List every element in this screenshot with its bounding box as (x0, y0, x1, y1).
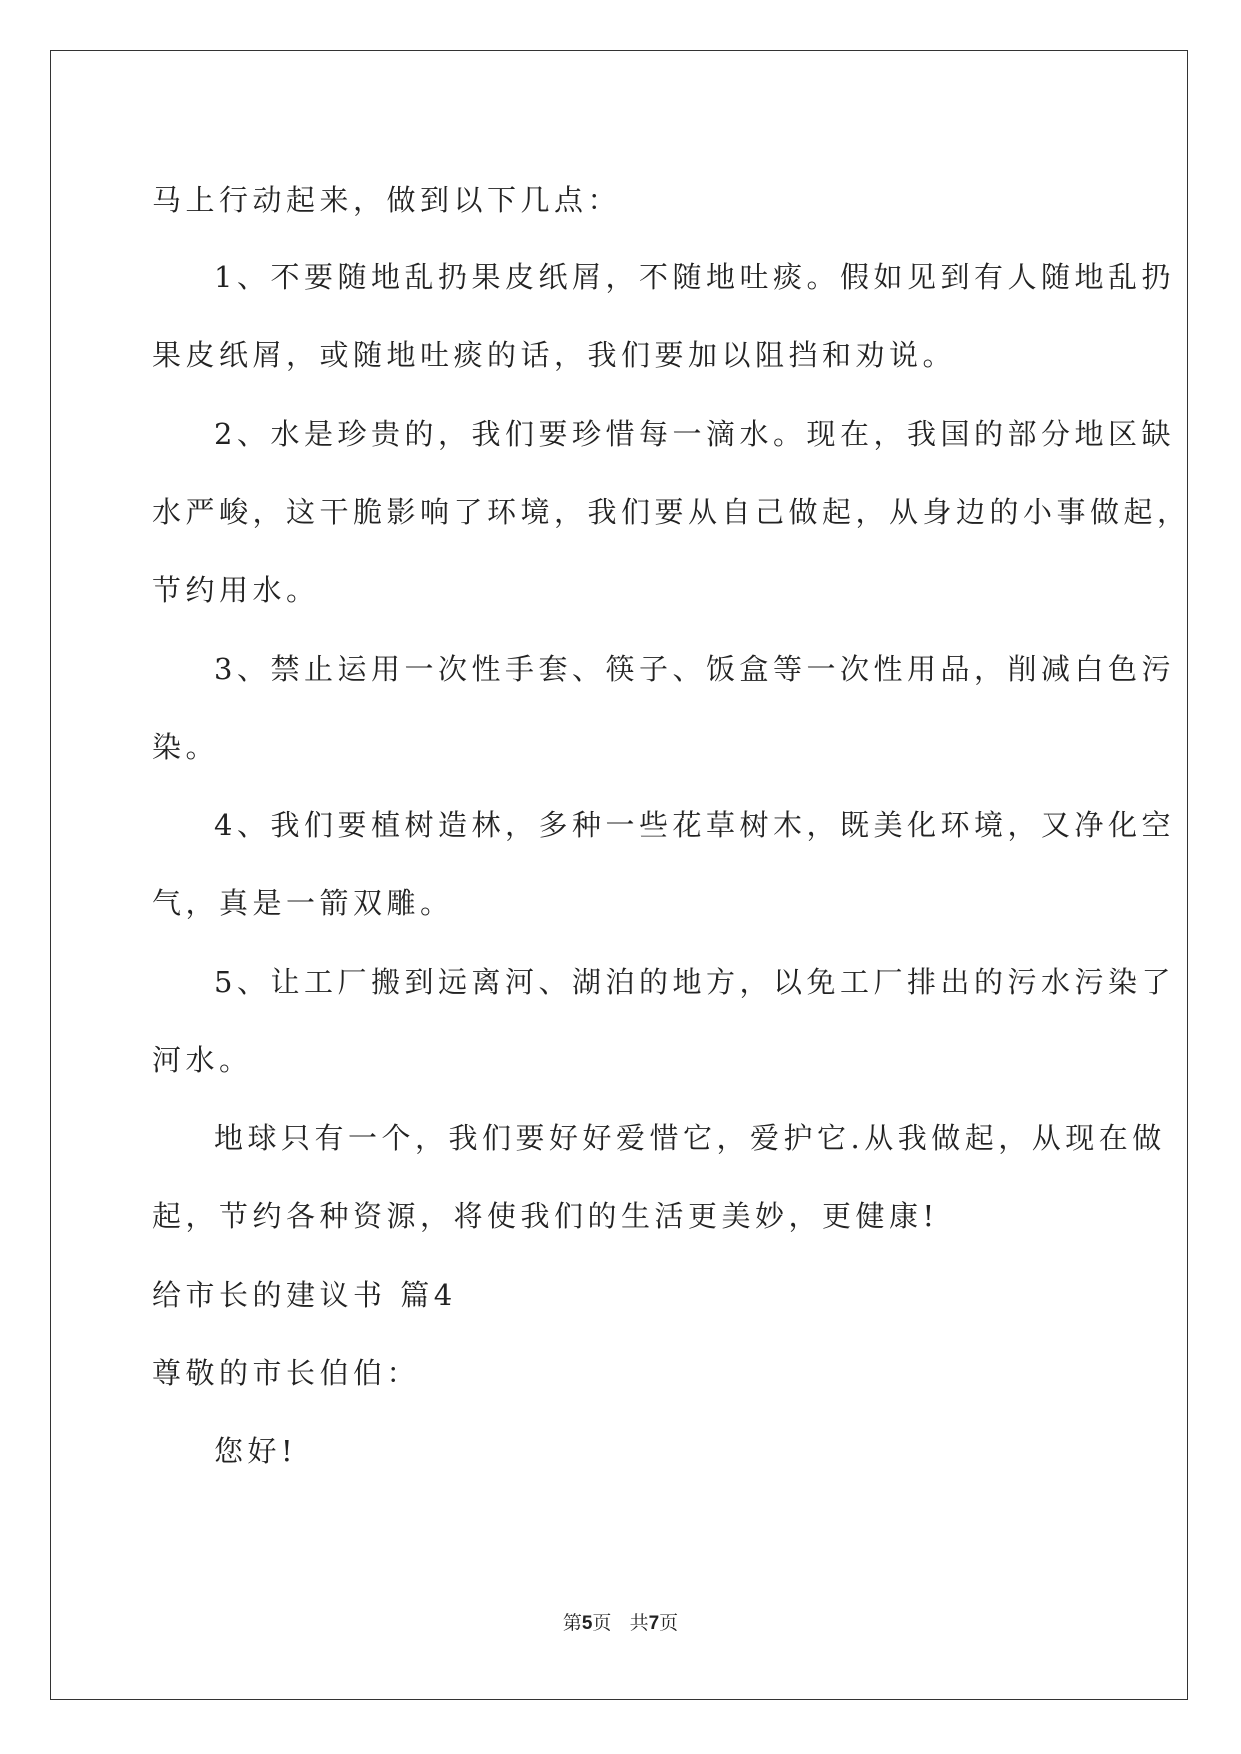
page-number: 5 (581, 1613, 593, 1634)
text-line: 果皮纸屑，或随地吐痰的话，我们要加以阻挡和劝说。 (152, 338, 957, 372)
text-line: 河水。 (152, 1043, 253, 1077)
text-line: 地球只有一个，我们要好好爱惜它，爱护它.从我做起，从现在做 (214, 1121, 1166, 1155)
text-line: 染。 (152, 730, 220, 764)
text-line: 4、我们要植树造林，多种一些花草树木，既美化环境，又净化空 (214, 808, 1175, 842)
text-line: 2、水是珍贵的，我们要珍惜每一滴水。现在，我国的部分地区缺 (214, 417, 1175, 451)
text-line: 马上行动起来，做到以下几点： (152, 183, 622, 217)
text-line: 起，节约各种资源，将使我们的生活更美妙，更健康! (152, 1199, 939, 1233)
text-line: 5、让工厂搬到远离河、湖泊的地方，以免工厂排出的污水污染了 (214, 965, 1175, 999)
text-line: 节约用水。 (152, 573, 320, 607)
page-prefix: 第 (562, 1612, 582, 1634)
total-prefix: 共 (629, 1612, 649, 1634)
salutation: 尊敬的市长伯伯： (152, 1356, 421, 1390)
page-suffix: 页 (592, 1612, 612, 1634)
total-pages: 7 (648, 1613, 660, 1634)
text-line: 3、禁止运用一次性手套、筷子、饭盒等一次性用品，削减白色污 (214, 652, 1175, 686)
text-line: 气，真是一箭双雕。 (152, 886, 454, 920)
page-footer (0, 1608, 1241, 1635)
greeting: 您好! (214, 1434, 298, 1468)
text-line: 水严峻，这干脆影响了环境，我们要从自己做起，从身边的小事做起， (152, 495, 1191, 529)
section-heading: 给市长的建议书 篇4 (152, 1278, 457, 1312)
total-suffix: 页 (659, 1612, 679, 1634)
text-line: 1、不要随地乱扔果皮纸屑，不随地吐痰。假如见到有人随地乱扔 (214, 260, 1175, 294)
